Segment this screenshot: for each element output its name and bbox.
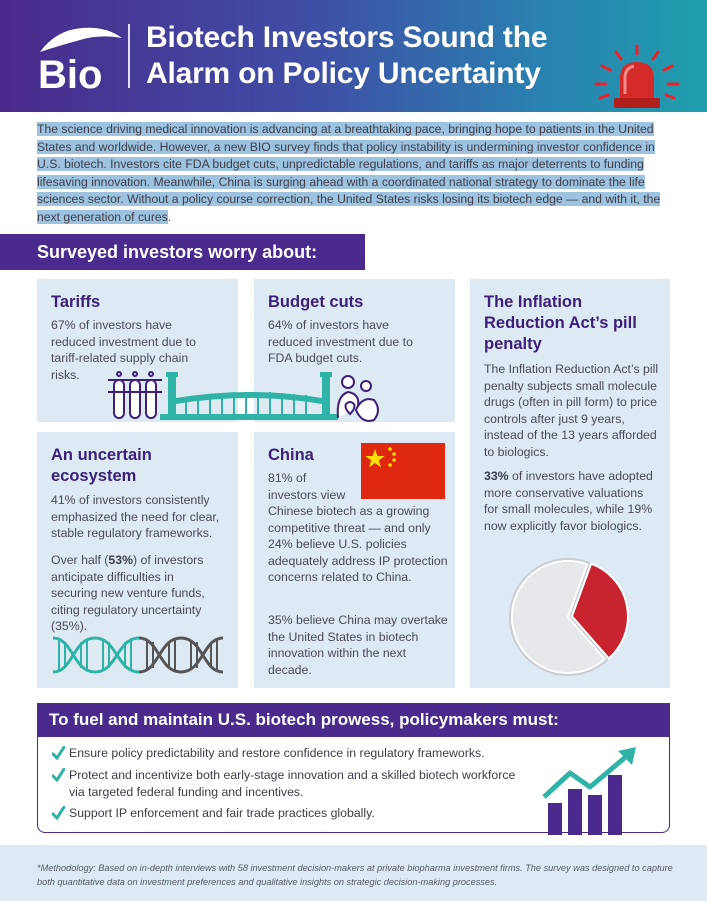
section-title-worries: Surveyed investors worry about: xyxy=(0,234,365,270)
pill-pie-chart xyxy=(506,555,630,679)
policy-item-1-text: Ensure policy predictability and restore confidence in regulatory frameworks. xyxy=(69,746,485,760)
card-china-body-1a: 81% of xyxy=(268,471,307,485)
logo-divider xyxy=(128,24,130,88)
family-icon xyxy=(338,376,378,421)
card-tariffs-body: 67% of investors have reduced investment due to tariff-related supply chain risks. xyxy=(51,318,196,382)
card-ira-stat: 33% xyxy=(484,469,509,483)
card-ecosystem-body-1: 41% of investors consistently emphasized the need for clear, stable regulatory frameworks. xyxy=(51,493,220,540)
card-ecosystem-body-2-rest: ) of investors anticipate difficulties in securing new venture funds, citing regulatory uncertainty (35%). xyxy=(51,553,205,633)
policy-item-1 xyxy=(52,745,572,762)
card-china-body-1c: Chinese biotech as a growing competitive threat — and only 24% believe U.S. policies adequately address IP protection concerns related to China. xyxy=(268,504,448,584)
card-china-title: China xyxy=(268,446,314,464)
title-line-1: Biotech Investors Sound the xyxy=(146,21,548,54)
card-ira-body-2-rest: of investors have adopted more conservative valuations for small molecules, while 19% now explicitly favor biologics. xyxy=(484,469,653,533)
card-ira-body-1: The Inflation Reduction Act’s pill penalty subjects small molecule drugs (often in pill form) to price controls after just 9 years, instead of the 13 years afforded to biologics. xyxy=(484,362,659,459)
dna-helix-icon xyxy=(51,634,225,676)
alarm-siren-icon xyxy=(594,44,680,110)
card-ecosystem-title: An uncertain ecosystem xyxy=(51,446,152,485)
policy-item-3 xyxy=(52,805,522,822)
checkmark-icon xyxy=(52,806,65,820)
policy-item-3-text: Support IP enforcement and fair trade practices globally. xyxy=(69,806,375,820)
page-title xyxy=(146,20,616,92)
card-ira-body-2 xyxy=(484,468,660,534)
policy-item-2 xyxy=(52,767,522,801)
card-ecosystem-stat: 53% xyxy=(108,553,134,567)
card-tariffs-title: Tariffs xyxy=(51,293,101,311)
test-tubes-icon xyxy=(108,372,162,418)
title-line-2: Alarm on Policy Uncertainty xyxy=(146,57,541,90)
card-china-body-1b: investors view xyxy=(268,487,346,502)
bridge-illustration-icon xyxy=(100,370,390,426)
methodology-footer xyxy=(0,845,707,901)
methodology-text: *Methodology: Based on in-depth interviews with 58 investment decision-makers at private biopharma investment firms. The survey was designed to capture both quantitative data on investment preferences and qualitative insights on strategic decision-making processes. xyxy=(37,863,673,887)
intro-end-period: . xyxy=(167,209,172,224)
growth-chart-icon xyxy=(540,745,640,835)
card-ira-title: The Inflation Reduction Act’s pill penalty xyxy=(484,293,637,353)
card-ecosystem-body-2-pre: Over half ( xyxy=(51,553,109,567)
intro-highlighted-text: The science driving medical innovation is advancing at a breathtaking pace, bringing hope to patients in the United States and worldwide. However, a new BIO survey finds that policy instability is undermining investor confidence in U.S. biotech. Investors cite FDA budget cuts, unpredictable regulations, and tariffs as major deterrents to funding lifesaving innovation. Meanwhile, China is surging ahead with a coordinated national strategy to dominate the life sciences sector. Without a policy course correction, the United States risks losing its biotech edge — and with it, the next generation of cures xyxy=(37,122,661,224)
policy-item-2-text: Protect and incentivize both early-stage innovation and a skilled biotech workforce via targeted federal funding and incentives. xyxy=(69,768,516,799)
logo-text: Bio xyxy=(38,53,103,92)
bio-logo-icon xyxy=(36,22,126,92)
header-banner xyxy=(0,0,707,112)
card-budget-body: 64% of investors have reduced investment due to FDA budget cuts. xyxy=(268,318,413,365)
intro-paragraph xyxy=(37,121,672,226)
china-flag-icon xyxy=(361,443,445,499)
card-ecosystem-body-2 xyxy=(51,552,221,635)
checkmark-icon xyxy=(52,746,65,760)
card-china-body-2: 35% believe China may overtake the United States in biotech innovation within the next decade. xyxy=(268,613,448,677)
checkmark-icon xyxy=(52,768,65,782)
card-budget-title: Budget cuts xyxy=(268,293,364,311)
policy-section-title: To fuel and maintain U.S. biotech prowess, policymakers must: xyxy=(37,703,670,737)
